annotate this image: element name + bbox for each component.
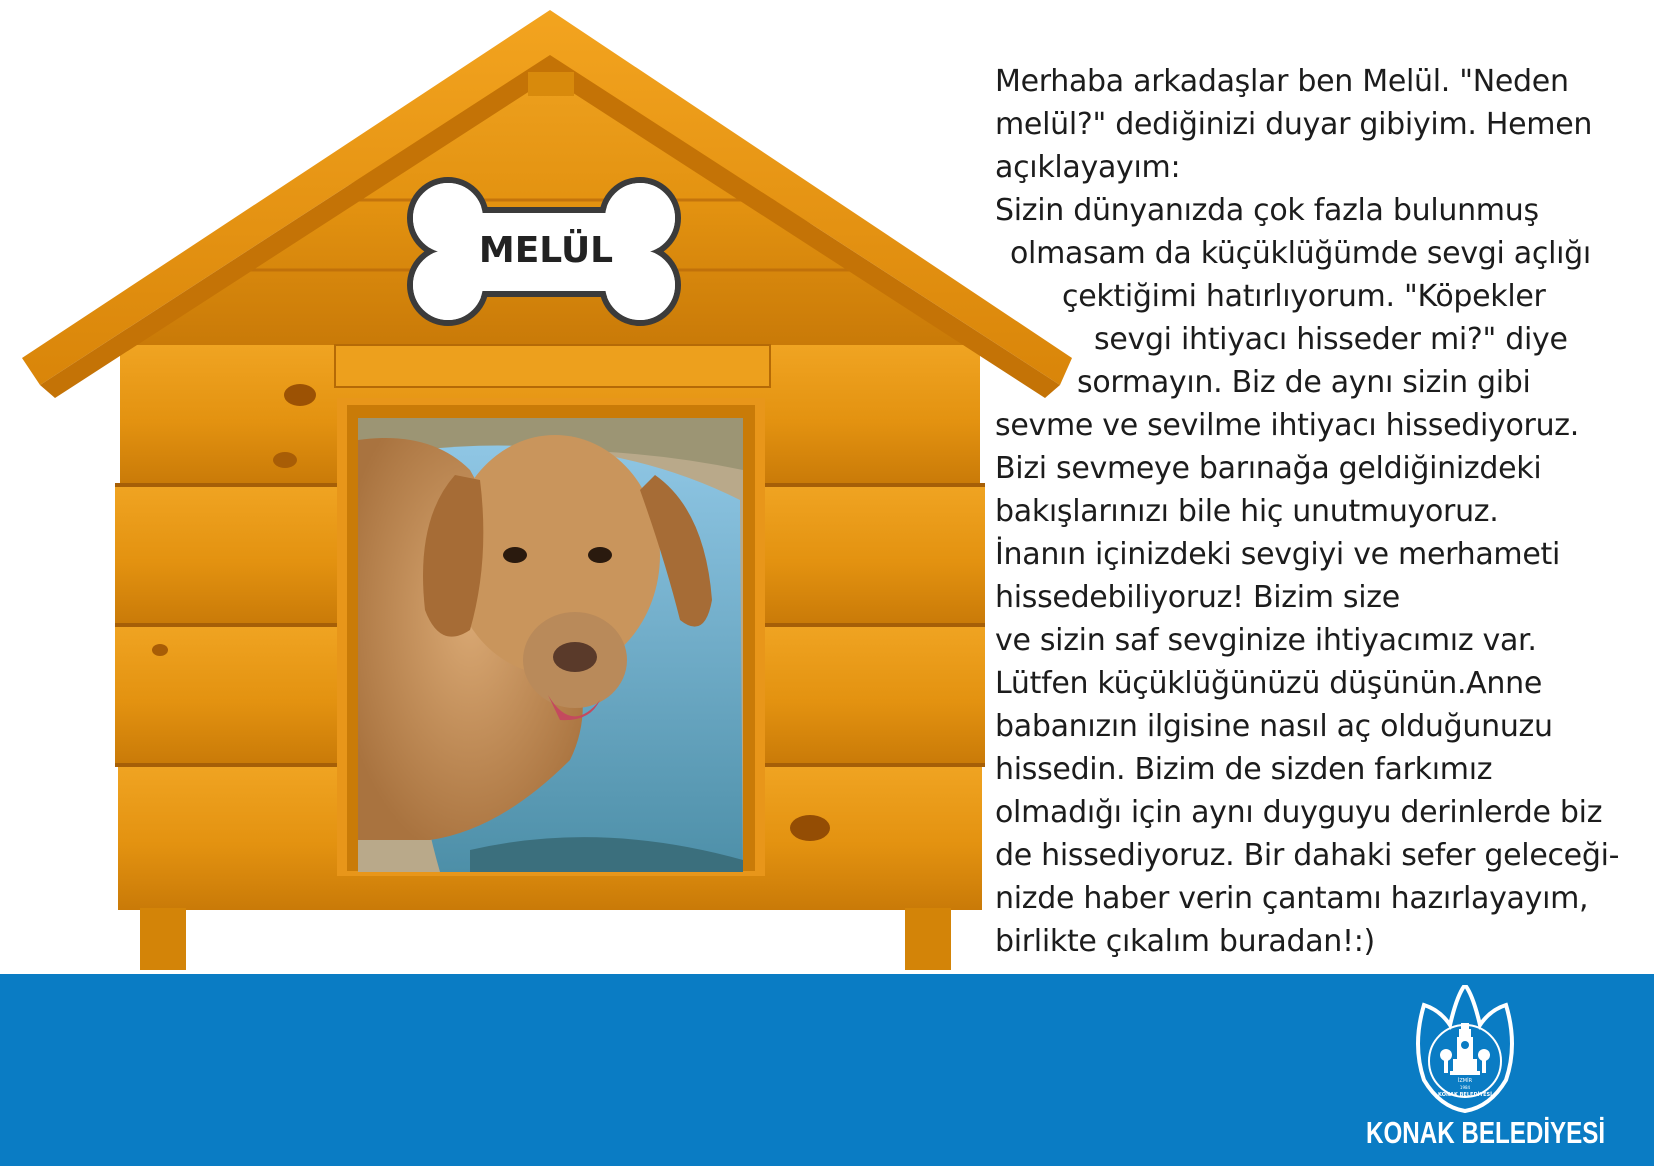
story-line: sevme ve sevilme ihtiyacı hissediyoruz. (995, 408, 1579, 443)
story-line: birlikte çıkalım buradan!:) (995, 924, 1375, 959)
story-line: İnanın içinizdeki sevgiyi ve merhameti (995, 537, 1561, 572)
seal-year: 1984 (1459, 1085, 1471, 1090)
story-line: Lütfen küçüklüğünüzü düşünün.Anne (995, 666, 1542, 701)
story-line: Bizi sevmeye barınağa geldiğinizdeki (995, 451, 1542, 486)
story-line: babanızın ilgisine nasıl aç olduğunuzu (995, 709, 1553, 744)
story-line: Merhaba arkadaşlar ben Melül. "Neden (995, 64, 1569, 99)
story-line: çektiğimi hatırlıyorum. "Köpekler (1062, 279, 1546, 314)
brand-name: KONAK BELEDİYESİ (1366, 1115, 1606, 1150)
seal-text-top: İZMİR (1457, 1078, 1473, 1084)
story-line: hissedebiliyoruz! Bizim size (995, 580, 1400, 615)
story-line: hissedin. Bizim de sizden farkımız (995, 752, 1493, 787)
story-line: olmasam da küçüklüğümde sevgi açlığı (1010, 236, 1591, 271)
story-line: sormayın. Biz de aynı sizin gibi (1077, 365, 1531, 400)
seal-text-arc: KONAK BELEDİYESİ (1438, 1092, 1492, 1098)
story-line: Sizin dünyanızda çok fazla bulunmuş (995, 193, 1539, 228)
story-line: bakışlarınızı bile hiç unutmuyoruz. (995, 494, 1499, 529)
name-tag-text: MELÜL (478, 230, 614, 271)
dog-photo (358, 418, 743, 872)
story-line: nizde haber verin çantamı hazırlayayım, (995, 881, 1589, 916)
story-line: açıklayayım: (995, 150, 1181, 185)
story-line: olmadığı için aynı duyguyu derinlerde biz (995, 795, 1603, 830)
story-line: ve sizin saf sevginize ihtiyacımız var. (995, 623, 1537, 658)
story-line: melül?" dediğinizi duyar gibiyim. Hemen (995, 107, 1593, 142)
story-line: sevgi ihtiyacı hisseder mi?" diye (1094, 322, 1568, 357)
story-line: de hissediyoruz. Bir dahaki sefer geleceği- (995, 838, 1620, 873)
konak-logo-icon (1410, 985, 1520, 1115)
